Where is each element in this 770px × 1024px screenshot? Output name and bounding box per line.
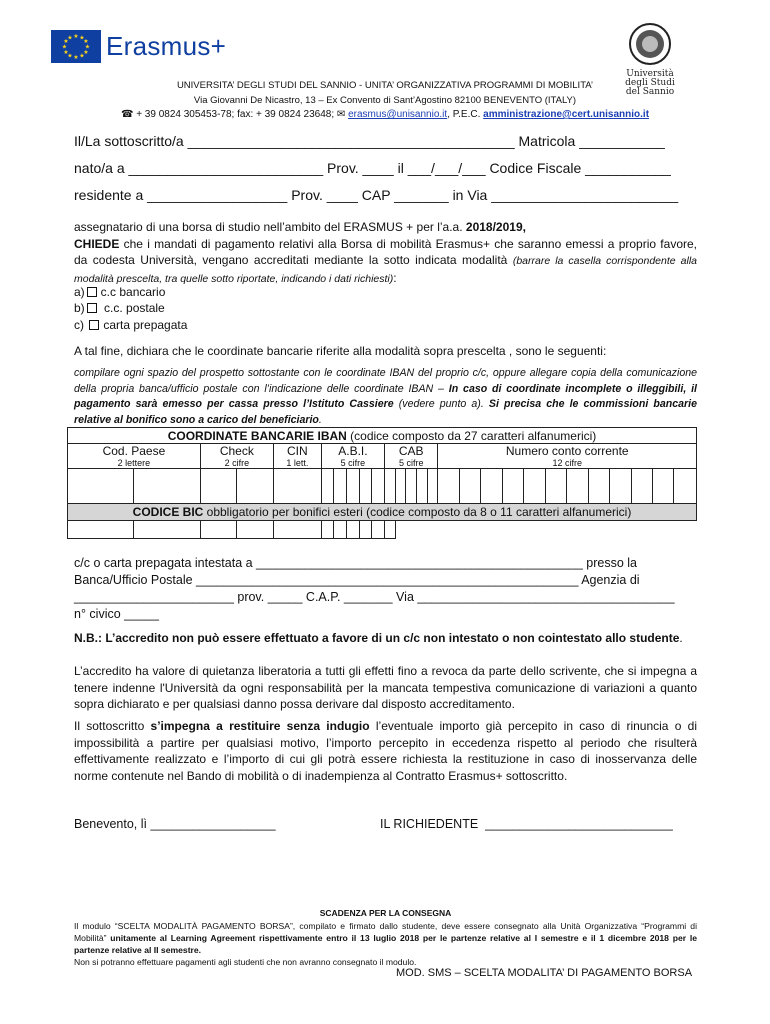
checkbox-icon[interactable]: [87, 287, 97, 297]
header-phone: + 39 0824 305453-78; fax: + 39 0824 23648;: [136, 109, 335, 120]
iban-cell[interactable]: [385, 469, 396, 504]
col-abi: A.B.I.: [321, 444, 384, 459]
mail-icon: ✉: [336, 109, 346, 120]
iban-cell[interactable]: [417, 469, 428, 504]
assignee-paragraph: [74, 219, 697, 287]
iban-cell[interactable]: [68, 469, 134, 504]
bic-cell[interactable]: [359, 521, 372, 539]
instructions-bold-2: Si precisa che le commissioni bancarie relative al bonifico sono a carico del beneficiario: [74, 398, 697, 426]
iban-cell[interactable]: [334, 469, 347, 504]
signature-place[interactable]: Benevento, lì __________________: [74, 817, 276, 831]
iban-cell[interactable]: [459, 469, 480, 504]
col-cab-sub: 5 cifre: [385, 458, 438, 469]
eu-flag-icon: [51, 30, 101, 63]
svg-text:★: ★: [83, 49, 89, 56]
instructions-bold: In caso di coordinate incomplete o illeggibili, il pagamento sarà emesso per cassa presso l’Istituto Cassiere: [74, 382, 697, 410]
chiede-note: (barrare la casella corrispondente alla modalità prescelta, tra quelle sotto riportate, indicando i dati richiesti): [74, 255, 697, 285]
module-code: MOD. SMS – SCELTA MODALITA’ DI PAGAMENTO BORSA: [396, 967, 693, 979]
instructions-end: .: [318, 413, 322, 426]
col-cin: CIN: [273, 444, 321, 459]
phone-icon: ☎: [120, 109, 134, 120]
svg-text:★: ★: [73, 33, 79, 40]
iban-cell[interactable]: [481, 469, 502, 504]
academic-year: 2018/2019,: [465, 220, 526, 234]
bic-title: [68, 504, 697, 521]
col-account: Numero conto corrente: [438, 444, 697, 459]
bic-input-row: [68, 521, 697, 539]
svg-text:degli Studi: degli Studi: [625, 78, 675, 88]
svg-text:★: ★: [79, 52, 85, 60]
option-prefix: c): [74, 318, 84, 332]
iban-cell[interactable]: [588, 469, 609, 504]
header-address: Via Giovanni De Nicastro, 13 – Ex Convento di Sant’Agostino 82100 BENEVENTO (ITALY): [193, 95, 577, 106]
account-line-bank[interactable]: Banca/Ufficio Postale _______________________________________________________ Agenzia di: [74, 573, 640, 587]
svg-text:★: ★: [79, 34, 85, 42]
iban-cell[interactable]: [631, 469, 652, 504]
iban-cell[interactable]: [502, 469, 523, 504]
iban-cell[interactable]: [237, 469, 274, 504]
col-abi-sub: 5 cifre: [321, 458, 384, 469]
iban-cell[interactable]: [200, 469, 236, 504]
iban-table: [67, 427, 697, 539]
iban-input-row: [68, 469, 697, 504]
option-prepaid[interactable]: [74, 318, 187, 332]
iban-cell[interactable]: [567, 469, 588, 504]
col-account-sub: 12 cifre: [438, 458, 697, 469]
quietanza-paragraph: L’accredito ha valore di quietanza liberatoria a tutti gli effetti fino a revoca da parte dello scrivente, che si impegna a tenere indenne l'Università da ogni responsabilità per la mancata tempestiva comunicazione di variazioni a quanto sopra dichiarato e per qualsiasi danno possa derivare dal disposto accreditamento.: [74, 664, 697, 711]
iban-cell[interactable]: [134, 469, 200, 504]
iban-cell[interactable]: [347, 469, 360, 504]
svg-text:★: ★: [73, 54, 79, 61]
bic-cell[interactable]: [68, 521, 134, 539]
iban-title: [68, 428, 697, 444]
col-cab: CAB: [385, 444, 438, 459]
iban-cell[interactable]: [524, 469, 545, 504]
impegno-bold: s’impegna a restituire senza indugio: [150, 719, 370, 733]
account-line-civic[interactable]: n° civico _____: [74, 607, 159, 621]
bic-cell[interactable]: [347, 521, 360, 539]
option-bank[interactable]: [74, 285, 165, 299]
svg-text:★: ★: [67, 34, 73, 42]
bic-cell[interactable]: [134, 521, 200, 539]
option-label: c.c. postale: [104, 301, 165, 315]
form-line-residence[interactable]: residente a __________________ Prov. ____ CAP _______ in Via ________________________: [74, 187, 679, 203]
bic-cell[interactable]: [334, 521, 347, 539]
svg-text:★: ★: [84, 43, 91, 51]
footer-title: SCADENZA PER LA CONSEGNA: [319, 908, 452, 918]
option-prefix: a): [74, 285, 85, 299]
instructions-paragraph: [74, 366, 697, 428]
bic-cell[interactable]: [237, 521, 274, 539]
svg-text:Università: Università: [626, 69, 674, 79]
iban-cell[interactable]: [674, 469, 697, 504]
impegno-paragraph: [74, 718, 697, 784]
iban-cell[interactable]: [372, 469, 385, 504]
iban-cell[interactable]: [427, 469, 438, 504]
iban-title-bold: COORDINATE BANCARIE IBAN: [167, 428, 347, 443]
instructions-text-2: (vedere punto a).: [393, 398, 489, 410]
chiede-word: CHIEDE: [74, 236, 120, 251]
iban-cell[interactable]: [273, 469, 321, 504]
bic-title-rest: obbligatorio per bonifici esteri (codice composto da 8 o 11 caratteri alfanumerici): [203, 505, 632, 519]
svg-text:★: ★: [63, 38, 69, 45]
option-postal[interactable]: [74, 301, 165, 315]
iban-cell[interactable]: [406, 469, 417, 504]
bic-cell[interactable]: [200, 521, 236, 539]
pec-link[interactable]: amministrazione@cert.unisannio.it: [483, 109, 650, 120]
svg-text:★: ★: [63, 49, 69, 56]
impegno-text: l’eventuale importo già percepito in caso di rinuncia o di impossibilità a partire per qualsiasi motivo, l’importo percepito in eccedenza rispetto al periodo che risulterà effettivamente realizzato e l’importo di cui gli potrà essere richiesta la restituzione in caso di inosservanza delle norme contenute nel Bando di mobilità o di inadempienza al Contratto Erasmus+ sottoscritto.: [74, 719, 697, 783]
iban-cell[interactable]: [438, 469, 459, 504]
col-country-sub: 2 lettere: [68, 458, 201, 469]
option-prefix: b): [74, 301, 85, 315]
svg-text:★: ★: [61, 43, 68, 51]
footer-text-2: Non si potranno effettuare pagamenti agli studenti che non avranno consegnato il modulo.: [74, 957, 417, 967]
col-check-sub: 2 cifre: [200, 458, 273, 469]
option-label: carta prepagata: [103, 318, 188, 332]
declare-text: A tal fine, dichiara che le coordinate bancarie riferite alla modalità sopra prescelta , sono le seguenti:: [74, 344, 607, 358]
iban-title-rest: (codice composto da 27 caratteri alfanumerici): [346, 428, 597, 443]
svg-text:del Sannio: del Sannio: [625, 87, 675, 97]
option-label: c.c bancario: [100, 285, 166, 299]
pec-label: , P.E.C.: [447, 109, 481, 120]
checkbox-icon[interactable]: [89, 320, 99, 330]
nb-end: .: [679, 631, 683, 645]
col-check: Check: [200, 444, 273, 459]
iban-cell[interactable]: [610, 469, 631, 504]
bic-title-bold: CODICE BIC: [132, 505, 204, 519]
iban-cell[interactable]: [653, 469, 674, 504]
iban-cell[interactable]: [545, 469, 566, 504]
nb-paragraph: [74, 630, 697, 647]
svg-text:★: ★: [67, 52, 73, 60]
iban-cell[interactable]: [395, 469, 406, 504]
chiede-text: che i mandati di pagamento relativi alla Borsa di mobilità Erasmus+ che saranno emessi a proprio favore, da codesta Università, vengano accreditati mediante la sotto indicata modalità: [74, 236, 697, 267]
checkbox-icon[interactable]: [87, 303, 97, 313]
iban-cell[interactable]: [321, 469, 334, 504]
footer-text: [74, 920, 697, 968]
nb-text: N.B.: L’accredito non può essere effettuato a favore di un c/c non intestato o non cointestato allo studente: [74, 631, 680, 645]
footer-text-1: Il modulo “SCELTA MODALITÀ PAGAMENTO BORSA”, compilato e firmato dallo studente, deve essere consegnato alla Unità Organizzativa “Programmi di Mobilità”: [74, 921, 697, 943]
iban-cell[interactable]: [359, 469, 372, 504]
header-contacts: [100, 109, 670, 120]
form-line-birth[interactable]: nato/a a _________________________ Prov. ____ il ___/___/___ Codice Fiscale ___________: [74, 160, 671, 176]
bic-cell[interactable]: [385, 521, 396, 539]
email-link[interactable]: erasmus@unisannio.it: [348, 109, 448, 120]
bic-empty: [395, 521, 696, 539]
svg-text:★: ★: [83, 38, 89, 45]
assignee-text: assegnatario di una borsa di studio nell’ambito del ERASMUS + per l’a.a.: [74, 220, 466, 234]
impegno-prefix: Il sottoscritto: [74, 719, 151, 733]
chiede-end: :: [393, 270, 397, 285]
bic-cell[interactable]: [372, 521, 385, 539]
account-line-holder[interactable]: c/c o carta prepagata intestata a _______________________________________________ presso la: [74, 556, 637, 570]
header-office: UNIVERSITA’ DEGLI STUDI DEL SANNIO - UNITA’ ORGANIZZATIVA PROGRAMMI DI MOBILITA’: [176, 80, 594, 91]
signature-signer[interactable]: IL RICHIEDENTE ___________________________: [380, 817, 673, 831]
bic-cell[interactable]: [273, 521, 321, 539]
form-line-name[interactable]: Il/La sottoscritto/a __________________________________________ Matricola ___________: [74, 133, 665, 149]
col-country: Cod. Paese: [68, 444, 201, 459]
footer-text-bold: unitamente al Learning Agreement rispettivamente entro il 13 luglio 2018 per le partenze relative al I semestre e il 1 dicembre 2018 per le partenze relative al II semestre.: [74, 933, 697, 955]
instructions-text: compilare ogni spazio del prospetto sottostante con le coordinate IBAN del proprio c/c, oppure allegare copia della comunicazione della propria banca/ufficio postale con l’indicazione delle coordinate IBAN –: [74, 367, 697, 395]
col-cin-sub: 1 lett.: [273, 458, 321, 469]
erasmus-logo: Erasmus+: [106, 31, 227, 61]
account-line-address[interactable]: _______________________ prov. _____ C.A.P. _______ Via _____________________________________: [74, 590, 675, 604]
bic-cell[interactable]: [321, 521, 334, 539]
